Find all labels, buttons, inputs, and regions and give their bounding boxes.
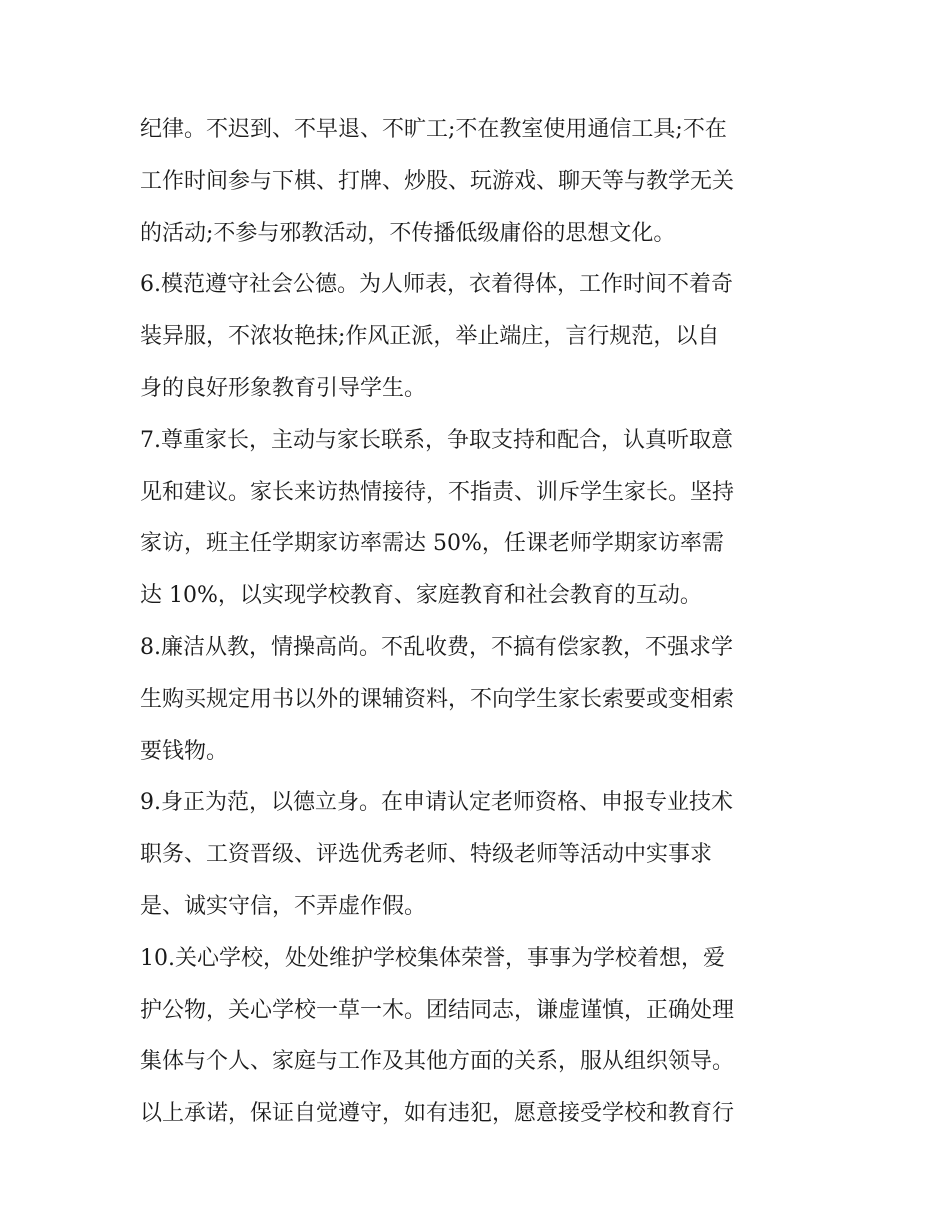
text-line: 家访，班主任学期家访率需达 50%，任课老师学期家访率需 — [140, 531, 724, 557]
text-line: 的活动;不参与邪教活动，不传播低级庸俗的思想文化。 — [140, 220, 676, 246]
text-line: 身的良好形象教育引导学生。 — [140, 375, 427, 401]
text-line: 集体与个人、家庭与工作及其他方面的关系，服从组织领导。 — [140, 1049, 735, 1075]
text-line: 达 10%，以实现学校教育、家庭教育和社会教育的互动。 — [140, 583, 702, 609]
closing-line: 以上承诺，保证自觉遵守，如有违犯，愿意接受学校和教育行 — [140, 1101, 735, 1127]
text-line: 工作时间参与下棋、打牌、炒股、玩游戏、聊天等与教学无关 — [140, 168, 735, 194]
item-6-line: 6.模范遵守社会公德。为人师表，衣着得体，工作时间不着奇 — [140, 272, 733, 298]
text-line: 生购买规定用书以外的课辅资料，不向学生家长索要或变相索 — [140, 686, 735, 712]
item-10-line: 10.关心学校，处处维护学校集体荣誉，事事为学校着想，爱 — [140, 945, 725, 971]
text-line: 见和建议。家长来访热情接待，不指责、训斥学生家长。坚持 — [140, 479, 735, 505]
text-line: 装异服，不浓妆艳抹;作风正派，举止端庄，言行规范，以自 — [140, 324, 720, 350]
text-line: 要钱物。 — [140, 738, 229, 764]
text-line: 职务、工资晋级、评选优秀老师、特级老师等活动中实事求 — [140, 842, 713, 868]
text-line: 护公物，关心学校一草一木。团结同志，谦虚谨慎，正确处理 — [140, 997, 735, 1023]
document-body — [140, 104, 820, 1140]
item-9-line: 9.身正为范，以德立身。在申请认定老师资格、申报专业技术 — [140, 790, 733, 816]
text-line: 纪律。不迟到、不早退、不旷工;不在教室使用通信工具;不在 — [140, 117, 727, 142]
text-line: 是、诚实守信，不弄虚作假。 — [140, 893, 427, 919]
item-7-line: 7.尊重家长，主动与家长联系，争取支持和配合，认真听取意 — [140, 427, 733, 453]
item-8-line: 8.廉洁从教，情操高尚。不乱收费，不搞有偿家教，不强求学 — [140, 634, 733, 660]
